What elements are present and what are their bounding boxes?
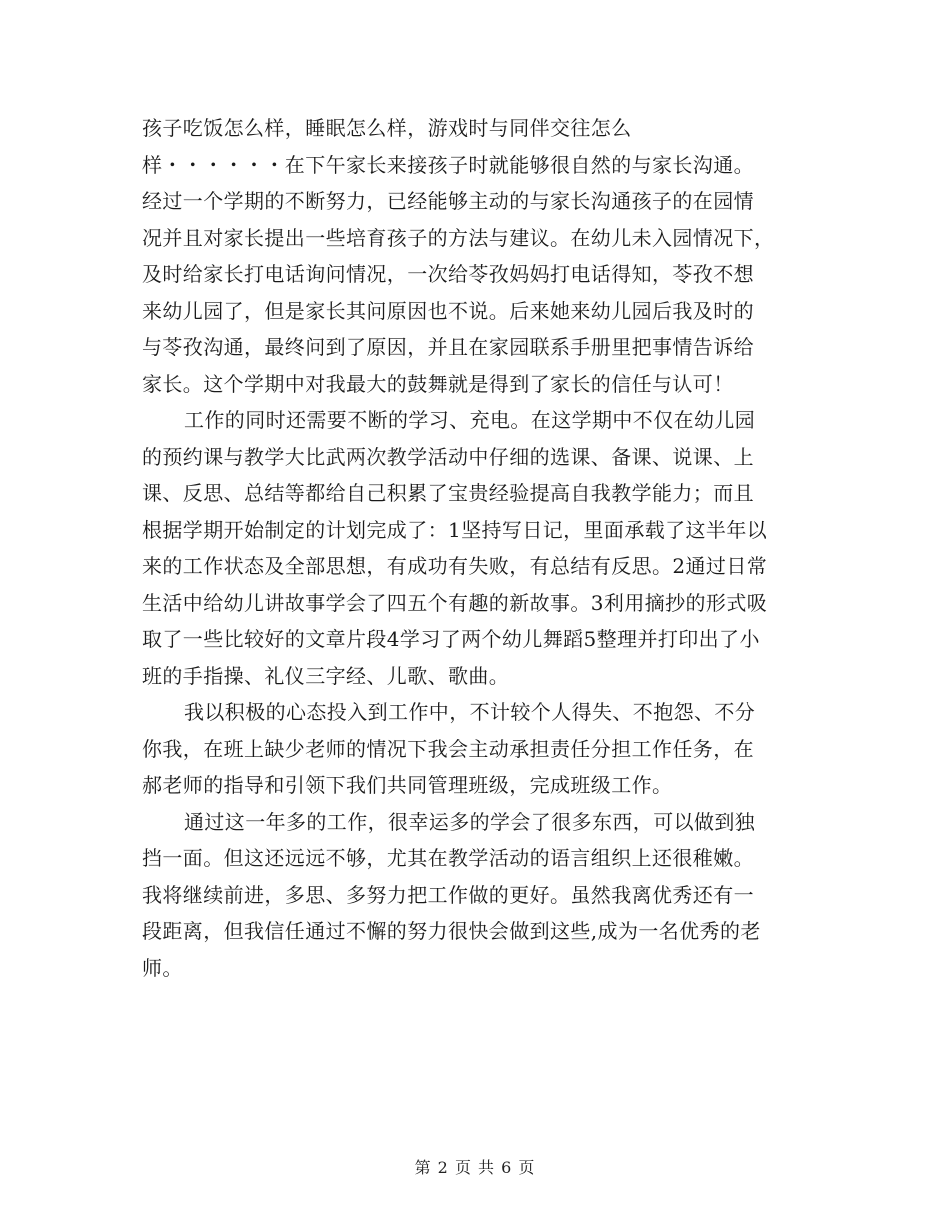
text-line: 取了一些比较好的文章片段4学习了两个幼儿舞蹈5整理并打印出了小: [142, 627, 760, 651]
text-line: 我将继续前进，多思、多努力把工作做的更好。虽然我离优秀还有一: [142, 882, 754, 907]
text-line: 师。: [142, 955, 183, 980]
text-line: 样・・・・・・在下午家长来接孩子时就能够很自然的与家长沟通。: [142, 152, 754, 177]
text-line: 来幼儿园了，但是家长其问原因也不说。后来她来幼儿园后我及时的: [142, 298, 754, 323]
page-footer: 第 2 页 共 6 页: [414, 1158, 536, 1177]
text-line: 你我，在班上缺少老师的情况下我会主动承担责任分担工作任务，在: [142, 736, 754, 761]
text-line: 及时给家长打电话询问情况，一次给苓孜妈妈打电话得知，苓孜不想: [142, 262, 754, 286]
paragraph: [142, 110, 814, 402]
text-line: 来的工作状态及全部思想，有成功有失败，有总结有反思。2通过日常: [142, 554, 768, 578]
document-body: [142, 110, 814, 986]
text-line: 的预约课与教学大比武两次教学活动中仔细的选课、备课、说课、上: [142, 444, 754, 469]
text-line: 课、反思、总结等都给自己积累了宝贵经验提高自我教学能力；而且: [142, 481, 754, 505]
text-line: 班的手指操、礼仪三字经、儿歌、歌曲。: [142, 663, 510, 688]
text-line: 经过一个学期的不断努力，已经能够主动的与家长沟通孩子的在园情: [142, 189, 754, 213]
text-line: 生活中给幼儿讲故事学会了四五个有趣的新故事。3利用摘抄的形式吸: [142, 590, 768, 615]
text-line: 段距离，但我信任通过不懈的努力很快会做到这些,成为一名优秀的老: [142, 919, 761, 943]
text-line: 家长。这个学期中对我最大的鼓舞就是得到了家长的信任与认可！: [142, 371, 734, 396]
text-line: 根据学期开始制定的计划完成了：1坚持写日记，里面承载了这半年以: [142, 517, 768, 542]
text-line: 郝老师的指导和引领下我们共同管理班级，完成班级工作。: [142, 773, 673, 797]
text-line: 通过这一年多的工作，很幸运多的学会了很多东西，可以做到独: [184, 809, 756, 834]
paragraph: [142, 402, 814, 694]
paragraph: [142, 694, 814, 804]
paragraph: [142, 804, 814, 987]
text-line: 孩子吃饭怎么样，睡眠怎么样，游戏时与同伴交往怎么: [142, 116, 632, 140]
text-line: 挡一面。但这还远远不够，尤其在教学活动的语言组织上还很稚嫩。: [142, 846, 754, 870]
text-line: 工作的同时还需要不断的学习、充电。在这学期中不仅在幼儿园: [184, 408, 756, 432]
text-line: 与苓孜沟通，最终问到了原因，并且在家园联系手册里把事情告诉给: [142, 335, 754, 359]
text-line: 况并且对家长提出一些培育孩子的方法与建议。在幼儿未入园情况下，: [142, 225, 775, 250]
text-line: 我以积极的心态投入到工作中，不计较个人得失、不抱怨、不分: [184, 700, 756, 724]
